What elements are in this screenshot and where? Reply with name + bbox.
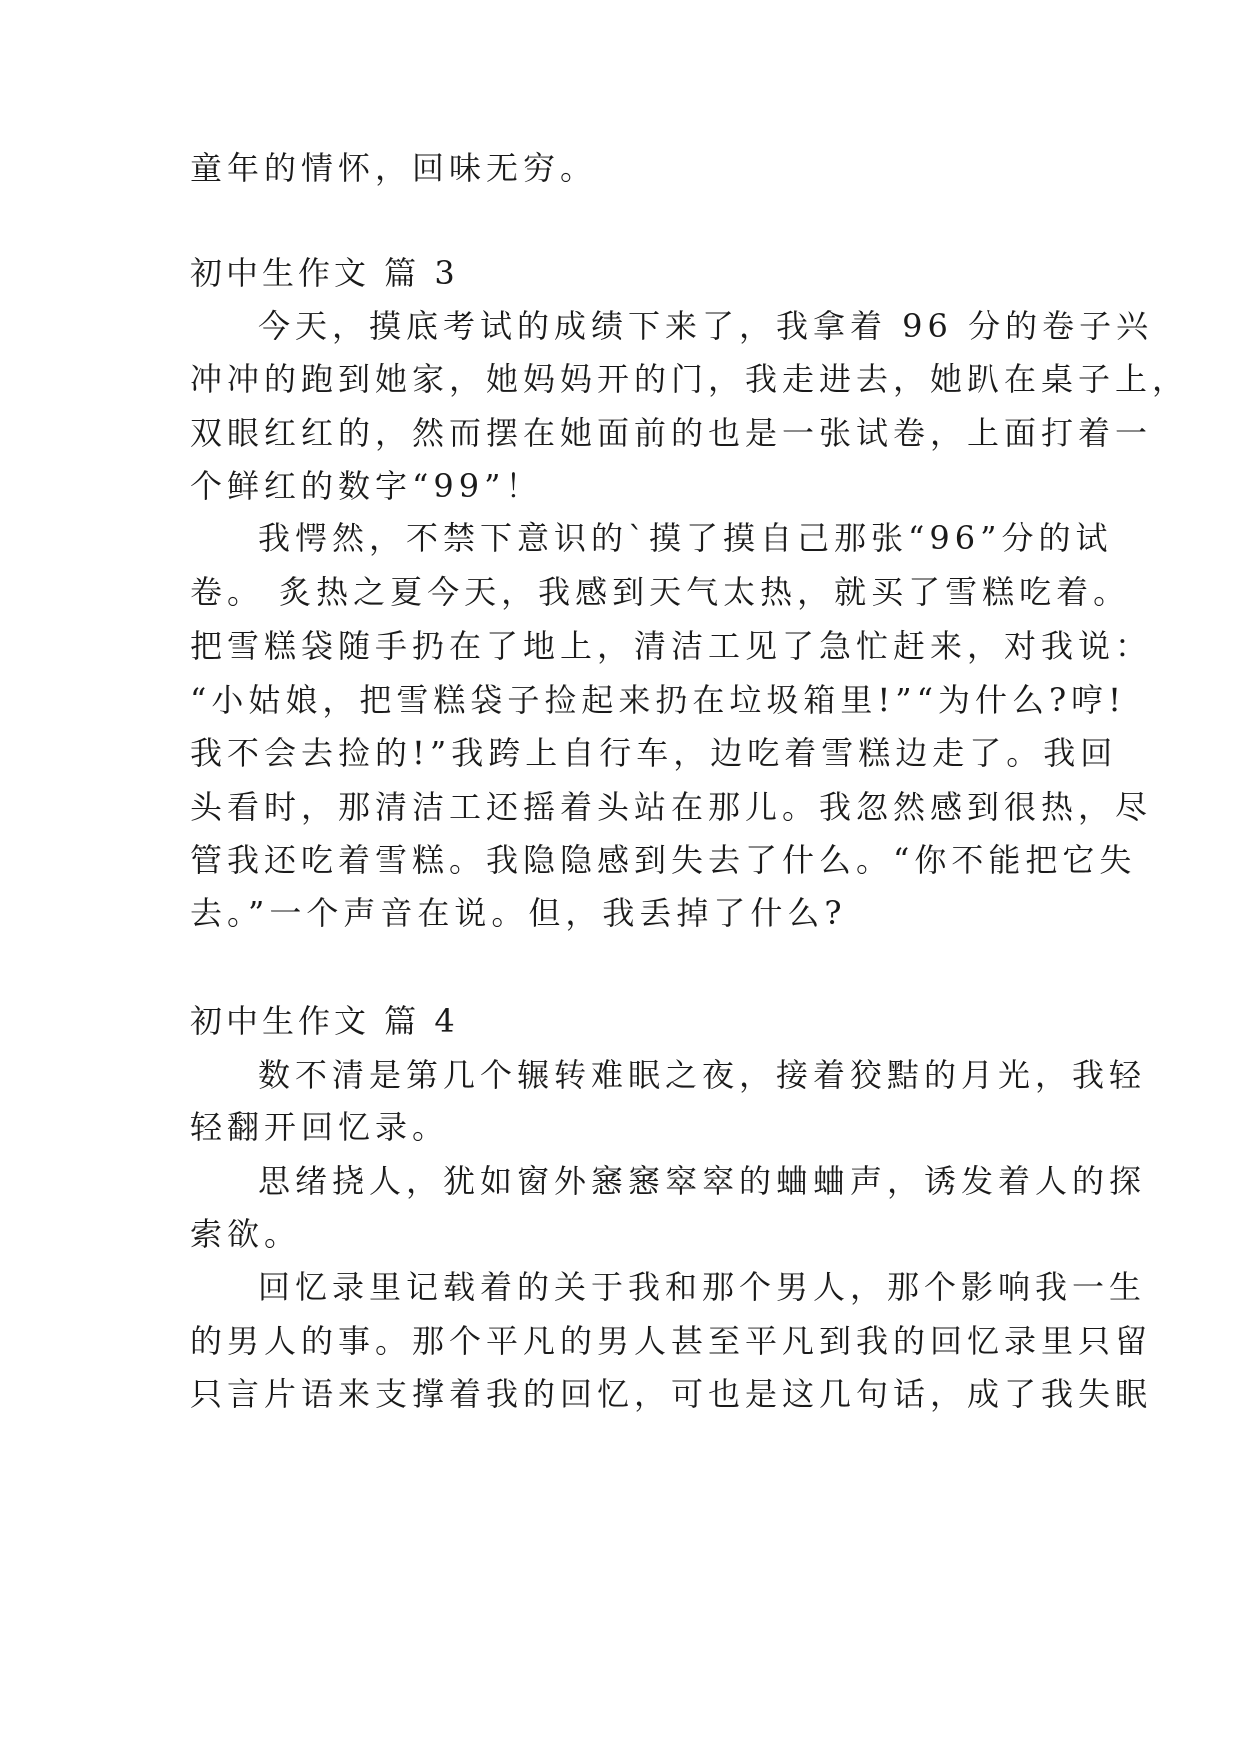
section-3-line-3: 双眼红红的，然而摆在她面前的也是一张试卷，上面打着一 [190,414,1153,452]
section-3-line-2: 冲冲的跑到她家，她妈妈开的门，我走进去，她趴在桌子上， [190,360,1190,398]
section-3-line-6: 卷。 炙热之夏今天，我感到天气太热，就买了雪糕吃着。 [190,573,1131,611]
section-4-line-3: 思绪挠人，犹如窗外窸窸窣窣的蛐蛐声，诱发着人的探 [258,1162,1147,1200]
section-4-line-7: 只言片语来支撑着我的回忆，可也是这几句话，成了我失眠 [190,1375,1153,1413]
section-3-line-11: 管我还吃着雪糕。我隐隐感到失去了什么。“你不能把它失 [190,841,1137,879]
section-3-line-5: 我愕然，不禁下意识的`摸了摸自己那张“96”分的试 [258,519,1113,557]
section-4-line-4: 索欲。 [190,1215,302,1253]
section-3-line-10: 头看时，那清洁工还摇着头站在那儿。我忽然感到很热，尽 [190,788,1153,826]
section-3-line-1: 今天，摸底考试的成绩下来了，我拿着 96 分的卷子兴 [258,307,1154,345]
section-4-line-6: 的男人的事。那个平凡的男人甚至平凡到我的回忆录里只留 [190,1322,1153,1360]
section-4-line-5: 回忆录里记载着的关于我和那个男人，那个影响我一生 [258,1268,1147,1306]
section-3-heading: 初中生作文 篇 3 [190,254,459,292]
section-3-line-7: 把雪糕袋随手扔在了地上，清洁工见了急忙赶来，对我说： [190,627,1153,665]
section-4-heading: 初中生作文 篇 4 [190,1002,459,1040]
section-4-line-1: 数不清是第几个辗转难眠之夜，接着狡黠的月光，我轻 [258,1056,1147,1094]
section-3-line-12: 去。”一个声音在说。但，我丢掉了什么? [190,894,847,932]
section-4-line-2: 轻翻开回忆录。 [190,1108,450,1146]
section-3-line-8: “小姑娘，把雪糕袋子捡起来扔在垃圾箱里!”“为什么?哼! [190,681,1126,719]
intro-line: 童年的情怀，回味无穷。 [190,149,598,187]
section-3-line-4: 个鲜红的数字“99”！ [190,467,543,505]
section-3-line-9: 我不会去捡的!”我跨上自行车，边吃着雪糕边走了。我回 [190,734,1118,772]
